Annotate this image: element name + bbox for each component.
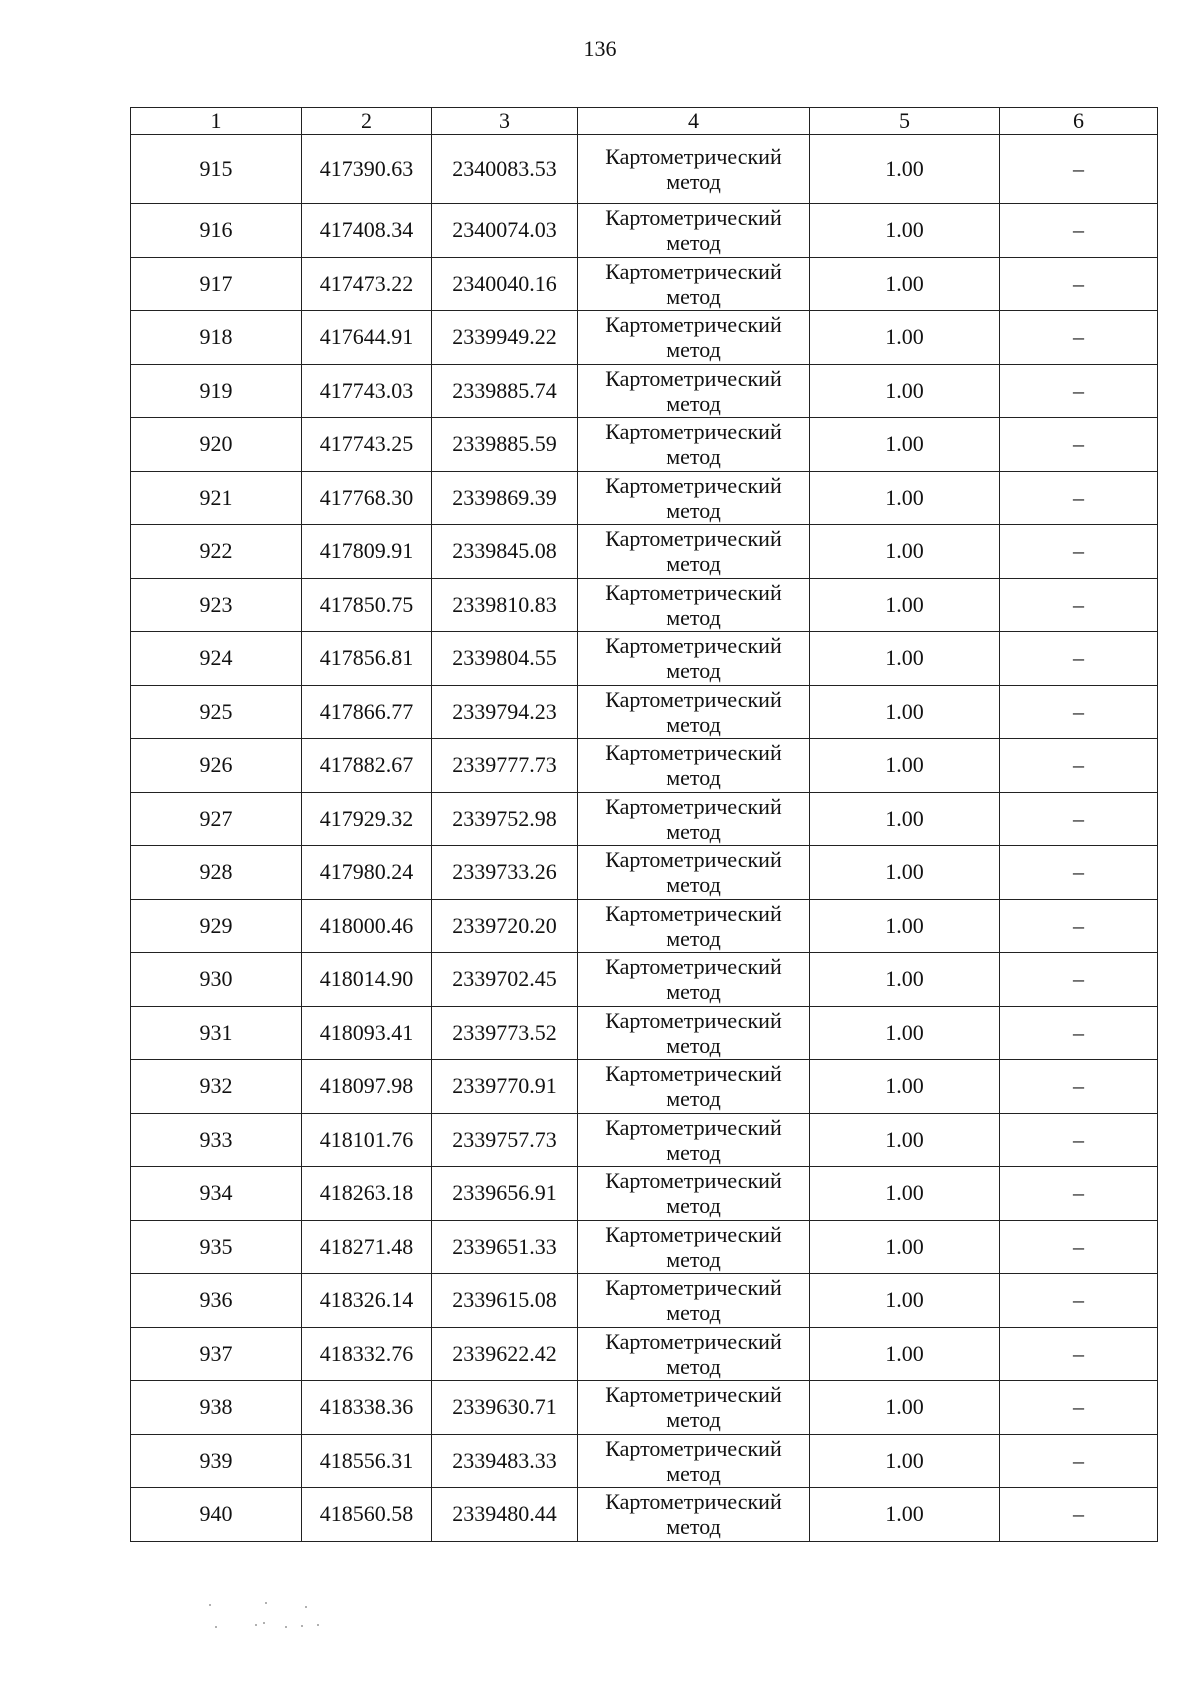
method-label-line-1: Картометрический (605, 205, 782, 231)
point-number-cell: 937 (131, 1327, 302, 1381)
method-label-line-2: метод (666, 337, 721, 363)
column-header-5: 5 (810, 108, 1000, 135)
x-coordinate-cell: 417473.22 (302, 257, 432, 311)
method-cell (578, 899, 810, 953)
method-label-line-2: метод (666, 230, 721, 256)
note-cell: – (1000, 204, 1158, 258)
method-label-line-1: Картометрический (605, 954, 782, 980)
accuracy-cell: 1.00 (810, 1434, 1000, 1488)
accuracy-cell: 1.00 (810, 1274, 1000, 1328)
method-label-line-1: Картометрический (605, 900, 782, 926)
method-cell (578, 1167, 810, 1221)
x-coordinate-cell: 418014.90 (302, 953, 432, 1007)
table-row (131, 953, 1158, 1007)
method-label-line-1: Картометрический (605, 1435, 782, 1461)
table-row (131, 525, 1158, 579)
accuracy-cell: 1.00 (810, 1060, 1000, 1114)
y-coordinate-cell: 2339845.08 (432, 525, 578, 579)
table-row (131, 135, 1158, 204)
method-label-line-2: метод (666, 765, 721, 791)
table-row (131, 311, 1158, 365)
note-cell: – (1000, 1113, 1158, 1167)
accuracy-cell: 1.00 (810, 1113, 1000, 1167)
accuracy-cell: 1.00 (810, 846, 1000, 900)
accuracy-cell: 1.00 (810, 1167, 1000, 1221)
note-cell: – (1000, 739, 1158, 793)
method-cell (578, 204, 810, 258)
note-cell: – (1000, 135, 1158, 204)
method-label-line-2: метод (666, 925, 721, 951)
accuracy-cell: 1.00 (810, 739, 1000, 793)
note-cell: – (1000, 899, 1158, 953)
note-cell: – (1000, 953, 1158, 1007)
x-coordinate-cell: 417866.77 (302, 685, 432, 739)
method-cell (578, 578, 810, 632)
method-label-line-2: метод (666, 979, 721, 1005)
point-number-cell: 915 (131, 135, 302, 204)
method-label-line-2: метод (666, 1514, 721, 1540)
method-label-line-1: Картометрический (605, 365, 782, 391)
method-label-line-1: Картометрический (605, 579, 782, 605)
table-row (131, 471, 1158, 525)
y-coordinate-cell: 2339702.45 (432, 953, 578, 1007)
method-label-line-1: Картометрический (605, 472, 782, 498)
coordinates-table-container (130, 107, 1157, 1542)
note-cell: – (1000, 1327, 1158, 1381)
y-coordinate-cell: 2340083.53 (432, 135, 578, 204)
table-row (131, 204, 1158, 258)
note-cell: – (1000, 1167, 1158, 1221)
table-row (131, 364, 1158, 418)
point-number-cell: 925 (131, 685, 302, 739)
note-cell: – (1000, 792, 1158, 846)
x-coordinate-cell: 417768.30 (302, 471, 432, 525)
accuracy-cell: 1.00 (810, 632, 1000, 686)
table-row (131, 1060, 1158, 1114)
y-coordinate-cell: 2339752.98 (432, 792, 578, 846)
method-cell (578, 1327, 810, 1381)
x-coordinate-cell: 417929.32 (302, 792, 432, 846)
method-label-line-2: метод (666, 283, 721, 309)
y-coordinate-cell: 2339757.73 (432, 1113, 578, 1167)
method-label-line-1: Картометрический (605, 1168, 782, 1194)
y-coordinate-cell: 2339622.42 (432, 1327, 578, 1381)
accuracy-cell: 1.00 (810, 953, 1000, 1007)
table-row (131, 1327, 1158, 1381)
note-cell: – (1000, 418, 1158, 472)
method-label-line-2: метод (666, 604, 721, 630)
table-row (131, 1274, 1158, 1328)
accuracy-cell: 1.00 (810, 311, 1000, 365)
note-cell: – (1000, 1488, 1158, 1542)
table-row (131, 1220, 1158, 1274)
method-cell (578, 1060, 810, 1114)
method-label-line-2: метод (666, 1032, 721, 1058)
y-coordinate-cell: 2339733.26 (432, 846, 578, 900)
accuracy-cell: 1.00 (810, 578, 1000, 632)
x-coordinate-cell: 417809.91 (302, 525, 432, 579)
note-cell: – (1000, 1220, 1158, 1274)
x-coordinate-cell: 417743.03 (302, 364, 432, 418)
method-label-line-1: Картометрический (605, 793, 782, 819)
method-label-line-2: метод (666, 390, 721, 416)
y-coordinate-cell: 2339804.55 (432, 632, 578, 686)
note-cell: – (1000, 471, 1158, 525)
table-row (131, 739, 1158, 793)
x-coordinate-cell: 418263.18 (302, 1167, 432, 1221)
y-coordinate-cell: 2339885.74 (432, 364, 578, 418)
method-cell (578, 418, 810, 472)
point-number-cell: 934 (131, 1167, 302, 1221)
x-coordinate-cell: 417882.67 (302, 739, 432, 793)
method-label-line-2: метод (666, 1139, 721, 1165)
y-coordinate-cell: 2339949.22 (432, 311, 578, 365)
method-cell (578, 1488, 810, 1542)
y-coordinate-cell: 2339869.39 (432, 471, 578, 525)
method-label-line-1: Картометрический (605, 144, 782, 169)
method-cell (578, 685, 810, 739)
method-cell (578, 632, 810, 686)
point-number-cell: 940 (131, 1488, 302, 1542)
y-coordinate-cell: 2339656.91 (432, 1167, 578, 1221)
method-label-line-2: метод (666, 1193, 721, 1219)
method-cell (578, 1274, 810, 1328)
method-label-line-2: метод (666, 1353, 721, 1379)
y-coordinate-cell: 2339770.91 (432, 1060, 578, 1114)
note-cell: – (1000, 1381, 1158, 1435)
y-coordinate-cell: 2340074.03 (432, 204, 578, 258)
note-cell: – (1000, 1006, 1158, 1060)
point-number-cell: 929 (131, 899, 302, 953)
point-number-cell: 916 (131, 204, 302, 258)
point-number-cell: 931 (131, 1006, 302, 1060)
x-coordinate-cell: 417743.25 (302, 418, 432, 472)
x-coordinate-cell: 418338.36 (302, 1381, 432, 1435)
x-coordinate-cell: 418560.58 (302, 1488, 432, 1542)
point-number-cell: 926 (131, 739, 302, 793)
point-number-cell: 918 (131, 311, 302, 365)
accuracy-cell: 1.00 (810, 525, 1000, 579)
method-cell (578, 1381, 810, 1435)
method-cell (578, 846, 810, 900)
point-number-cell: 920 (131, 418, 302, 472)
accuracy-cell: 1.00 (810, 257, 1000, 311)
x-coordinate-cell: 418101.76 (302, 1113, 432, 1167)
method-cell (578, 135, 810, 204)
table-row (131, 1167, 1158, 1221)
method-label-line-1: Картометрический (605, 526, 782, 552)
method-label-line-1: Картометрический (605, 419, 782, 445)
method-cell (578, 525, 810, 579)
method-cell (578, 471, 810, 525)
method-label-line-2: метод (666, 1246, 721, 1272)
y-coordinate-cell: 2339777.73 (432, 739, 578, 793)
y-coordinate-cell: 2339773.52 (432, 1006, 578, 1060)
method-label-line-2: метод (666, 1460, 721, 1486)
note-cell: – (1000, 257, 1158, 311)
accuracy-cell: 1.00 (810, 364, 1000, 418)
method-label-line-1: Картометрический (605, 1007, 782, 1033)
x-coordinate-cell: 418271.48 (302, 1220, 432, 1274)
note-cell: – (1000, 311, 1158, 365)
table-body (131, 135, 1158, 1542)
accuracy-cell: 1.00 (810, 471, 1000, 525)
method-label-line-1: Картометрический (605, 258, 782, 284)
point-number-cell: 932 (131, 1060, 302, 1114)
y-coordinate-cell: 2339483.33 (432, 1434, 578, 1488)
method-label-line-2: метод (666, 658, 721, 684)
method-label-line-2: метод (666, 711, 721, 737)
table-row (131, 578, 1158, 632)
y-coordinate-cell: 2340040.16 (432, 257, 578, 311)
point-number-cell: 936 (131, 1274, 302, 1328)
table-row (131, 1488, 1158, 1542)
point-number-cell: 924 (131, 632, 302, 686)
accuracy-cell: 1.00 (810, 204, 1000, 258)
accuracy-cell: 1.00 (810, 1381, 1000, 1435)
method-label-line-2: метод (666, 1300, 721, 1326)
table-row (131, 257, 1158, 311)
point-number-cell: 938 (131, 1381, 302, 1435)
table-header-row (131, 108, 1158, 135)
method-cell (578, 1434, 810, 1488)
method-label-line-2: метод (666, 497, 721, 523)
y-coordinate-cell: 2339630.71 (432, 1381, 578, 1435)
method-label-line-1: Картометрический (605, 1221, 782, 1247)
y-coordinate-cell: 2339651.33 (432, 1220, 578, 1274)
x-coordinate-cell: 417408.34 (302, 204, 432, 258)
page-number: 136 (583, 36, 617, 61)
method-label-line-2: метод (666, 169, 721, 194)
method-cell (578, 1113, 810, 1167)
scan-artifact (205, 1600, 335, 1640)
x-coordinate-cell: 418097.98 (302, 1060, 432, 1114)
method-label-line-1: Картометрический (605, 633, 782, 659)
method-label-line-1: Картометрический (605, 1114, 782, 1140)
x-coordinate-cell: 418093.41 (302, 1006, 432, 1060)
y-coordinate-cell: 2339615.08 (432, 1274, 578, 1328)
point-number-cell: 927 (131, 792, 302, 846)
table-row (131, 1381, 1158, 1435)
method-label-line-1: Картометрический (605, 312, 782, 338)
accuracy-cell: 1.00 (810, 418, 1000, 472)
accuracy-cell: 1.00 (810, 1220, 1000, 1274)
method-label-line-2: метод (666, 872, 721, 898)
method-cell (578, 792, 810, 846)
method-label-line-2: метод (666, 1407, 721, 1433)
point-number-cell: 928 (131, 846, 302, 900)
method-label-line-1: Картометрический (605, 1061, 782, 1087)
method-cell (578, 1220, 810, 1274)
method-label-line-1: Картометрический (605, 1328, 782, 1354)
accuracy-cell: 1.00 (810, 685, 1000, 739)
accuracy-cell: 1.00 (810, 792, 1000, 846)
table-row (131, 418, 1158, 472)
x-coordinate-cell: 418556.31 (302, 1434, 432, 1488)
accuracy-cell: 1.00 (810, 1488, 1000, 1542)
table-row (131, 1113, 1158, 1167)
point-number-cell: 930 (131, 953, 302, 1007)
method-label-line-1: Картометрический (605, 847, 782, 873)
method-label-line-2: метод (666, 551, 721, 577)
point-number-cell: 922 (131, 525, 302, 579)
table-row (131, 792, 1158, 846)
note-cell: – (1000, 578, 1158, 632)
table-row (131, 632, 1158, 686)
method-label-line-1: Картометрический (605, 740, 782, 766)
method-label-line-1: Картометрический (605, 1489, 782, 1515)
x-coordinate-cell: 418326.14 (302, 1274, 432, 1328)
column-header-6: 6 (1000, 108, 1158, 135)
point-number-cell: 939 (131, 1434, 302, 1488)
method-cell (578, 1006, 810, 1060)
note-cell: – (1000, 364, 1158, 418)
method-label-line-1: Картометрический (605, 1275, 782, 1301)
point-number-cell: 919 (131, 364, 302, 418)
y-coordinate-cell: 2339810.83 (432, 578, 578, 632)
note-cell: – (1000, 525, 1158, 579)
method-label-line-2: метод (666, 1086, 721, 1112)
x-coordinate-cell: 417980.24 (302, 846, 432, 900)
method-cell (578, 739, 810, 793)
method-label-line-2: метод (666, 818, 721, 844)
note-cell: – (1000, 1060, 1158, 1114)
accuracy-cell: 1.00 (810, 1327, 1000, 1381)
table-row (131, 685, 1158, 739)
method-cell (578, 953, 810, 1007)
point-number-cell: 933 (131, 1113, 302, 1167)
point-number-cell: 921 (131, 471, 302, 525)
x-coordinate-cell: 418332.76 (302, 1327, 432, 1381)
table-row (131, 899, 1158, 953)
method-cell (578, 311, 810, 365)
x-coordinate-cell: 417856.81 (302, 632, 432, 686)
x-coordinate-cell: 417390.63 (302, 135, 432, 204)
accuracy-cell: 1.00 (810, 1006, 1000, 1060)
note-cell: – (1000, 685, 1158, 739)
table-row (131, 1434, 1158, 1488)
note-cell: – (1000, 1434, 1158, 1488)
method-label-line-1: Картометрический (605, 686, 782, 712)
note-cell: – (1000, 632, 1158, 686)
y-coordinate-cell: 2339720.20 (432, 899, 578, 953)
method-cell (578, 257, 810, 311)
x-coordinate-cell: 417644.91 (302, 311, 432, 365)
y-coordinate-cell: 2339794.23 (432, 685, 578, 739)
column-header-1: 1 (131, 108, 302, 135)
column-header-4: 4 (578, 108, 810, 135)
method-cell (578, 364, 810, 418)
method-label-line-1: Картометрический (605, 1382, 782, 1408)
point-number-cell: 935 (131, 1220, 302, 1274)
accuracy-cell: 1.00 (810, 899, 1000, 953)
accuracy-cell: 1.00 (810, 135, 1000, 204)
method-label-line-2: метод (666, 444, 721, 470)
y-coordinate-cell: 2339480.44 (432, 1488, 578, 1542)
x-coordinate-cell: 418000.46 (302, 899, 432, 953)
coordinates-table (130, 107, 1158, 1542)
note-cell: – (1000, 846, 1158, 900)
point-number-cell: 917 (131, 257, 302, 311)
column-header-2: 2 (302, 108, 432, 135)
note-cell: – (1000, 1274, 1158, 1328)
column-header-3: 3 (432, 108, 578, 135)
x-coordinate-cell: 417850.75 (302, 578, 432, 632)
point-number-cell: 923 (131, 578, 302, 632)
y-coordinate-cell: 2339885.59 (432, 418, 578, 472)
table-row (131, 846, 1158, 900)
table-row (131, 1006, 1158, 1060)
